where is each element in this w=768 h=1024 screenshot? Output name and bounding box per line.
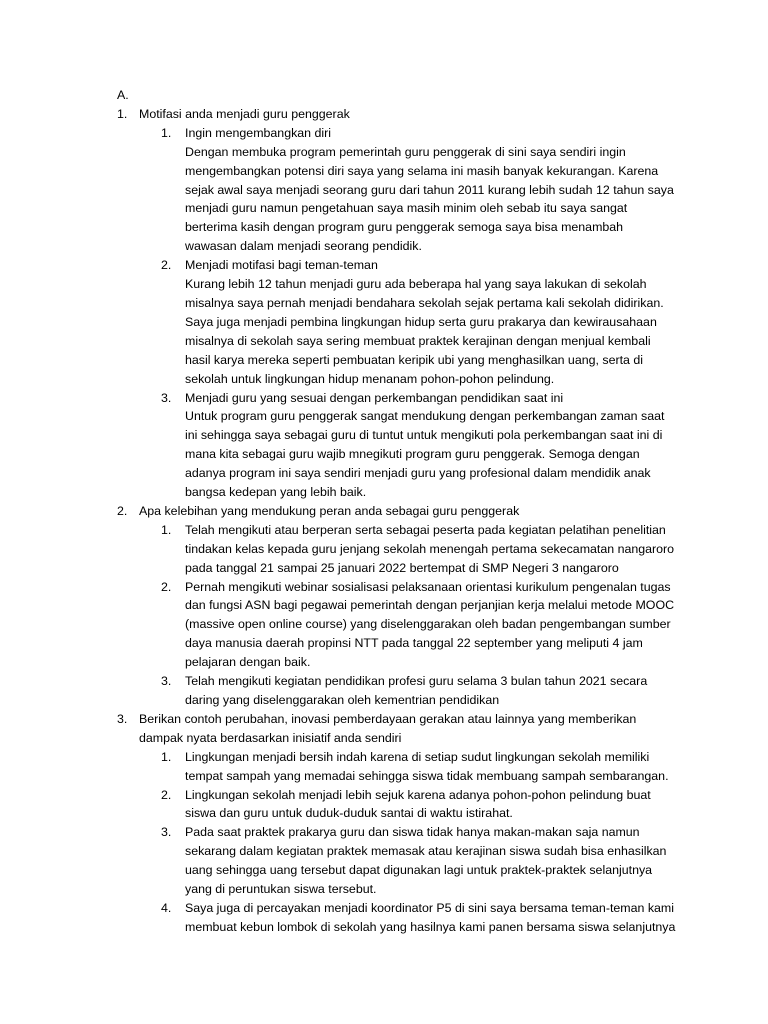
sub-item-title: Ingin mengembangkan diri: [185, 125, 332, 140]
list-number: 1.: [117, 106, 128, 121]
sub-item-title: Lingkungan sekolah menjadi lebih sejuk karena adanya pohon-pohon pelindung buat siswa dan guru untuk duduk-duduk santai di waktu istirahat.: [185, 787, 651, 821]
sub-list-number: 1.: [161, 749, 172, 764]
sub-item-title: Pada saat praktek prakarya guru dan siswa tidak hanya makan-makan saja namun sekarang dalam kegiatan praktek memasak atau kerajinan siswa sudah bisa enhasilkan uang sehingga uang tersebut dapat digunakan lagi untuk praktek-praktek selanjutnya yang di peruntukan siswa tersebut.: [185, 825, 667, 897]
section-heading: A.: [117, 88, 129, 102]
sub-list-item: [161, 389, 677, 502]
list-item-section-2: [117, 502, 677, 710]
section-title: Motifasi anda menjadi guru penggerak: [139, 106, 350, 121]
sub-list-number: 3.: [161, 674, 172, 689]
section-title: Berikan contoh perubahan, inovasi pemberdayaan gerakan atau lainnya yang memberikan dampak nyata berdasarkan inisiatif anda sendiri: [139, 711, 637, 745]
sub-item-title: Menjadi guru yang sesuai dengan perkembangan pendidikan saat ini: [185, 390, 564, 405]
sub-list-item: [161, 124, 677, 256]
sub-item-title: Menjadi motifasi bagi teman-teman: [185, 258, 378, 273]
list-item-section-1: [117, 105, 677, 502]
sub-item-body: Dengan membuka program pemerintah guru penggerak di sini saya sendiri ingin mengembangkan potensi diri saya yang selama ini masih banyak kekurangan. Karena sejak awal saya menjadi seorang guru dari tahun 2011 kurang lebih sudah 12 tahun saya menjadi guru namun pengetahuan saya masih minim oleh sebab itu saya sangat berterima kasih dengan program guru penggerak semoga saya bisa menambah wawasan dalam menjadi seorang pendidik.: [185, 144, 674, 254]
list-number: 3.: [117, 711, 128, 726]
list-number: 2.: [117, 503, 128, 518]
sub-list-item: [161, 748, 677, 786]
sub-item-title: Lingkungan menjadi bersih indah karena di setiap sudut lingkungan sekolah memiliki tempat sampah yang memadai sehingga siswa tidak membuang sampah sembarangan.: [185, 749, 669, 783]
sub-list-number: 3.: [161, 390, 172, 405]
document-body: [117, 86, 677, 937]
sub-list-item: [161, 823, 677, 899]
sub-item-title: Telah mengikuti kegiatan pendidikan profesi guru selama 3 bulan tahun 2021 secara daring yang diselenggarakan oleh kementrian pendidikan: [185, 674, 648, 707]
sub-item-title: Telah mengikuti atau berperan serta sebagai peserta pada kegiatan pelatihan penelitian tindakan kelas kepada guru jenjang sekolah menengah pertama sekecamatan nangaroro pada tanggal 21 sampai 25 januari 2022 bertempat di SMP Negeri 3 nangaroro: [185, 522, 675, 575]
sub-list-item: [161, 578, 677, 673]
sub-list-number: 2.: [161, 579, 172, 594]
sub-list-item: [161, 521, 677, 578]
sub-item-title: Pernah mengikuti webinar sosialisasi pelaksanaan orientasi kurikulum pengenalan tugas dan fungsi ASN bagi pegawai pemerintah dengan perjanjian kerja melalui metode MOOC (massive open online course) yang diselenggarakan oleh badan pengembangan sumber daya manusia daerah propinsi NTT pada tanggal 22 september yang meliputi 4 jam pelajaran dengan baik.: [185, 579, 675, 670]
sub-item-title: Saya juga di percayakan menjadi koordinator P5 di sini saya bersama teman-teman kami membuat kebun lombok di sekolah yang hasilnya kami panen bersama siswa selanjutnya: [185, 900, 676, 934]
sub-item-body: Kurang lebih 12 tahun menjadi guru ada beberapa hal yang saya lakukan di sekolah misalnya saya pernah menjadi bendahara sekolah sejak pertama kali sekolah didirikan. Saya juga menjadi pembina lingkungan hidup serta guru prakarya dan kewirausahaan misalnya di sekolah saya sering membuat praktek kerajinan dengan menjual kembali hasil karya mereka seperti pembuatan keripik ubi yang menghasilkan uang, serta di sekolah untuk lingkungan hidup menanam pohon-pohon pelindung.: [185, 277, 664, 386]
section-title: Apa kelebihan yang mendukung peran anda sebagai guru penggerak: [139, 503, 520, 518]
sub-list-item: [161, 786, 677, 824]
sub-list-number: 1.: [161, 522, 172, 537]
sub-list-number: 3.: [161, 825, 172, 840]
sub-list-number: 1.: [161, 125, 172, 140]
sub-list-number: 2.: [161, 787, 172, 802]
sub-list-item: [161, 256, 677, 388]
sub-list-item: [161, 899, 677, 937]
sub-list-number: 4.: [161, 900, 172, 915]
sub-list-number: 2.: [161, 258, 172, 273]
sub-item-body: Untuk program guru penggerak sangat mendukung dengan perkembangan zaman saat ini sehingga saya sebagai guru di tuntut untuk mengikuti pola perkembangan saat ini di mana kita sebagai guru wajib mnegikuti program guru penggerak. Semoga dengan adanya program ini saya sendiri menjadi guru yang profesional dalam mendidik anak bangsa kedepan yang lebih baik.: [185, 409, 665, 500]
sub-list-item: [161, 672, 677, 710]
list-item-section-3: [117, 710, 677, 937]
